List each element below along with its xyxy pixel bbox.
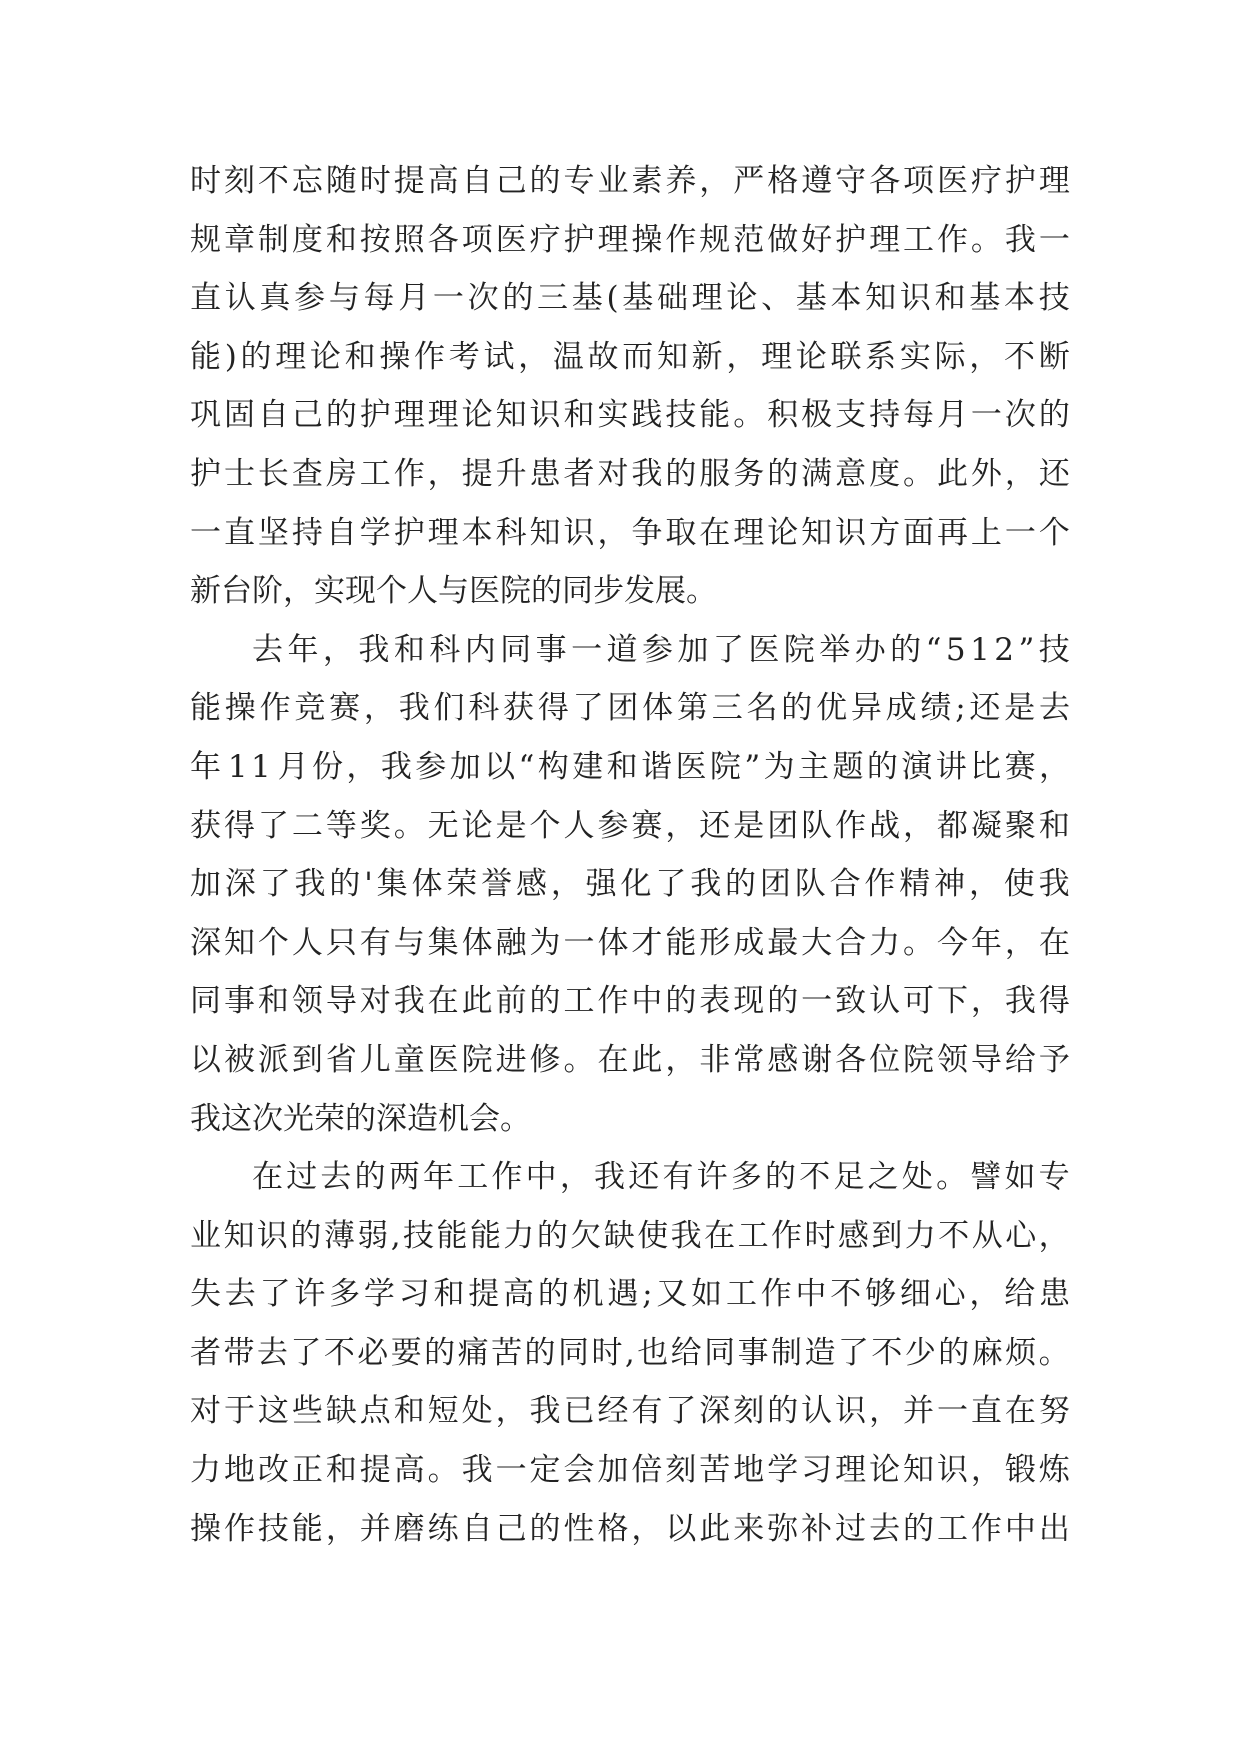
- text-line: 业 知 识 的 薄 弱 , 技 能 能 力 的 欠 缺 使 我 在 工 作 时 感 到 力 不 从 心 ，: [190, 1217, 1070, 1254]
- text-line: 同 事 和 领 导 对 我 在 此 前 的 工 作 中 的 表 现 的 一 致 认 可 下 ， 我 得: [190, 983, 1070, 1020]
- text-line: 去 年 ， 我 和 科 内 同 事 一 道 参 加 了 医 院 举 办 的 “ 5 1 2 ” 技: [252, 631, 1070, 668]
- text-line: 巩 固 自 己 的 护 理 理 论 知 识 和 实 践 技 能 。 积 极 支 持 每 月 一 次 的: [190, 397, 1070, 434]
- text-line: 规 章 制 度 和 按 照 各 项 医 疗 护 理 操 作 规 范 做 好 护 理 工 作 。 我 一: [190, 221, 1070, 258]
- text-line: 能 ) 的 理 论 和 操 作 考 试 ， 温 故 而 知 新 ， 理 论 联 系 实 际 ， 不 断: [190, 338, 1070, 375]
- text-line: 我这次光荣的深造机会。: [190, 1100, 531, 1137]
- body-text: [190, 152, 1070, 1558]
- text-line: 一 直 坚 持 自 学 护 理 本 科 知 识 ， 争 取 在 理 论 知 识 方 面 再 上 一 个: [190, 514, 1070, 551]
- text-line: 操 作 技 能 ， 并 磨 练 自 己 的 性 格 ， 以 此 来 弥 补 过 去 的 工 作 中 出: [190, 1510, 1070, 1547]
- text-line: 以 被 派 到 省 儿 童 医 院 进 修 。 在 此 ， 非 常 感 谢 各 位 院 领 导 给 予: [190, 1041, 1070, 1078]
- text-line: 深 知 个 人 只 有 与 集 体 融 为 一 体 才 能 形 成 最 大 合 力 。 今 年 ， 在: [190, 924, 1070, 961]
- text-line: 者 带 去 了 不 必 要 的 痛 苦 的 同 时 , 也 给 同 事 制 造 了 不 少 的 麻 烦 。: [190, 1334, 1070, 1371]
- text-line: 失 去 了 许 多 学 习 和 提 高 的 机 遇 ; 又 如 工 作 中 不 够 细 心 ， 给 患: [190, 1276, 1070, 1313]
- text-line: 加 深 了 我 的 ' 集 体 荣 誉 感 ， 强 化 了 我 的 团 队 合 作 精 神 ， 使 我: [190, 866, 1070, 903]
- text-line: 时 刻 不 忘 随 时 提 高 自 己 的 专 业 素 养 ， 严 格 遵 守 各 项 医 疗 护 理: [190, 163, 1070, 199]
- text-line: 获 得 了 二 等 奖 。 无 论 是 个 人 参 赛 ， 还 是 团 队 作 战 ， 都 凝 聚 和: [190, 807, 1070, 844]
- text-line: 新台阶，实现个人与医院的同步发展。: [190, 573, 717, 610]
- text-line: 在 过 去 的 两 年 工 作 中 ， 我 还 有 许 多 的 不 足 之 处 。 譬 如 专: [252, 1159, 1070, 1196]
- text-line: 能 操 作 竞 赛 ， 我 们 科 获 得 了 团 体 第 三 名 的 优 异 成 绩 ; 还 是 去: [190, 690, 1070, 727]
- text-line: 对 于 这 些 缺 点 和 短 处 ， 我 已 经 有 了 深 刻 的 认 识 ， 并 一 直 在 努: [190, 1393, 1070, 1430]
- text-line: 直 认 真 参 与 每 月 一 次 的 三 基 ( 基 础 理 论 、 基 本 知 识 和 基 本 技: [190, 280, 1070, 317]
- text-line: 力 地 改 正 和 提 高 。 我 一 定 会 加 倍 刻 苦 地 学 习 理 论 知 识 ， 锻 炼: [190, 1452, 1070, 1489]
- text-line: 护 士 长 查 房 工 作 ， 提 升 患 者 对 我 的 服 务 的 满 意 度 。 此 外 ， 还: [190, 455, 1070, 492]
- text-line: 年 1 1 月 份 ， 我 参 加 以 “ 构 建 和 谐 医 院 ” 为 主 题 的 演 讲 比 赛 ，: [190, 748, 1070, 785]
